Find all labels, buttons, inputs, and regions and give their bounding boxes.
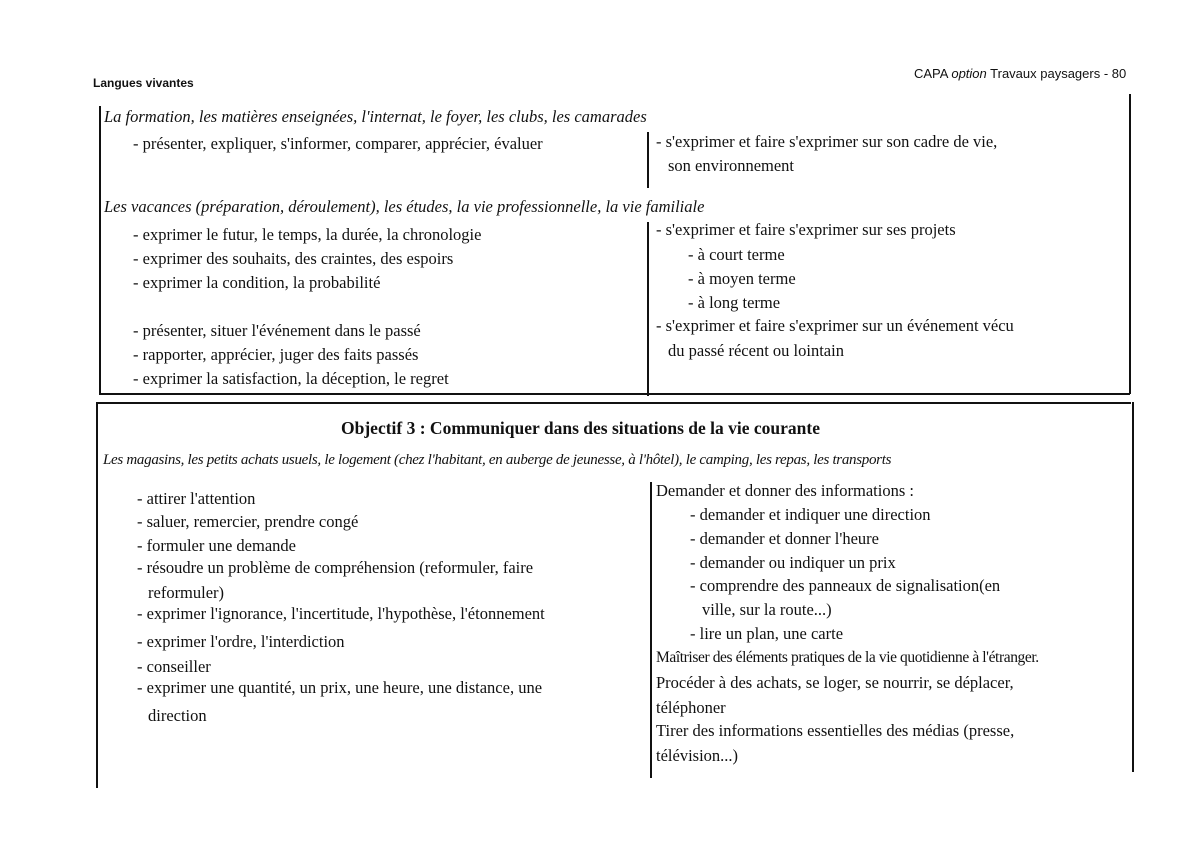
section1-right-line: - s'exprimer et faire s'exprimer sur son cadre de vie, (656, 132, 998, 151)
section3-left-line: - exprimer l'ignorance, l'incertitude, l'hypothèse, l'étonnement (137, 604, 545, 623)
section3-right-line: - comprendre des panneaux de signalisation(en (690, 576, 1001, 595)
bottom-table-left-border (96, 402, 98, 788)
section3-left-line: direction (148, 706, 207, 725)
section3-right-line: Tirer des informations essentielles des médias (presse, (656, 721, 1015, 740)
section3-left-line: - conseiller (137, 657, 211, 676)
section2-left-item: - présenter, situer l'événement dans le passé (133, 321, 421, 340)
section3-right-line: - demander ou indiquer un prix (690, 553, 896, 572)
section3-right-line: Maîtriser des éléments pratiques de la vie quotidienne à l'étranger. (656, 649, 1039, 666)
section3-right-line: Procéder à des achats, se loger, se nourrir, se déplacer, (656, 673, 1014, 692)
section2-right-line: - à long terme (688, 293, 781, 312)
section3-left-line: - exprimer une quantité, un prix, une heure, une distance, une (137, 678, 543, 697)
top-table-bottom-border (99, 393, 1130, 395)
section3-left-line: - attirer l'attention (137, 489, 256, 508)
section1-left-item: - présenter, expliquer, s'informer, comparer, apprécier, évaluer (133, 134, 543, 153)
top-table-left-border (99, 106, 101, 394)
column-divider-1 (647, 132, 649, 188)
section2-theme: Les vacances (préparation, déroulement), les études, la vie professionnelle, la vie familiale (104, 197, 705, 216)
section2-left-item: - exprimer la condition, la probabilité (133, 273, 381, 292)
section3-left-line: reformuler) (148, 583, 225, 602)
header-option: option (951, 66, 987, 81)
bottom-table-top-border (96, 402, 1131, 404)
section3-left-line: - exprimer l'ordre, l'interdiction (137, 632, 345, 651)
header-course: Travaux paysagers - 80 (990, 66, 1127, 81)
objective-title: Objectif 3 : Communiquer dans des situations de la vie courante (341, 418, 820, 438)
section3-theme: Les magasins, les petits achats usuels, le logement (chez l'habitant, en auberge de jeunesse, à l'hôtel), le camping, les repas, les transports (103, 452, 892, 468)
section3-right-line: - demander et indiquer une direction (690, 505, 931, 524)
top-table-right-border (1129, 94, 1131, 394)
section2-left-item: - exprimer la satisfaction, la déception, le regret (133, 369, 449, 388)
section2-right-line: - s'exprimer et faire s'exprimer sur ses projets (656, 220, 956, 239)
section2-right-line: du passé récent ou lointain (668, 341, 844, 360)
column-divider-3 (650, 482, 652, 778)
section2-left-item: - exprimer le futur, le temps, la durée, la chronologie (133, 225, 482, 244)
section3-right-line: ville, sur la route...) (702, 600, 832, 619)
section3-right-line: télévision...) (656, 746, 739, 765)
section2-right-line: - à court terme (688, 245, 785, 264)
header-right (914, 66, 1126, 81)
section3-left-line: - saluer, remercier, prendre congé (137, 512, 359, 531)
section2-left-item: - exprimer des souhaits, des craintes, des espoirs (133, 249, 454, 268)
section3-right-line: - demander et donner l'heure (690, 529, 879, 548)
section2-right-line: - à moyen terme (688, 269, 796, 288)
header-left: Langues vivantes (93, 76, 194, 90)
section3-left-line: - formuler une demande (137, 536, 296, 555)
section1-theme: La formation, les matières enseignées, l'internat, le foyer, les clubs, les camarades (104, 107, 647, 126)
section3-right-line: Demander et donner des informations : (656, 481, 914, 500)
section2-right-line: - s'exprimer et faire s'exprimer sur un événement vécu (656, 316, 1014, 335)
bottom-table-right-border (1132, 402, 1134, 772)
header-capa: CAPA (914, 66, 948, 81)
column-divider-2 (647, 222, 649, 396)
section3-right-line: téléphoner (656, 698, 726, 717)
section3-right-line: - lire un plan, une carte (690, 624, 844, 643)
section2-left-item: - rapporter, apprécier, juger des faits passés (133, 345, 419, 364)
section3-left-line: - résoudre un problème de compréhension (reformuler, faire (137, 558, 534, 577)
section1-right-line: son environnement (668, 156, 795, 175)
